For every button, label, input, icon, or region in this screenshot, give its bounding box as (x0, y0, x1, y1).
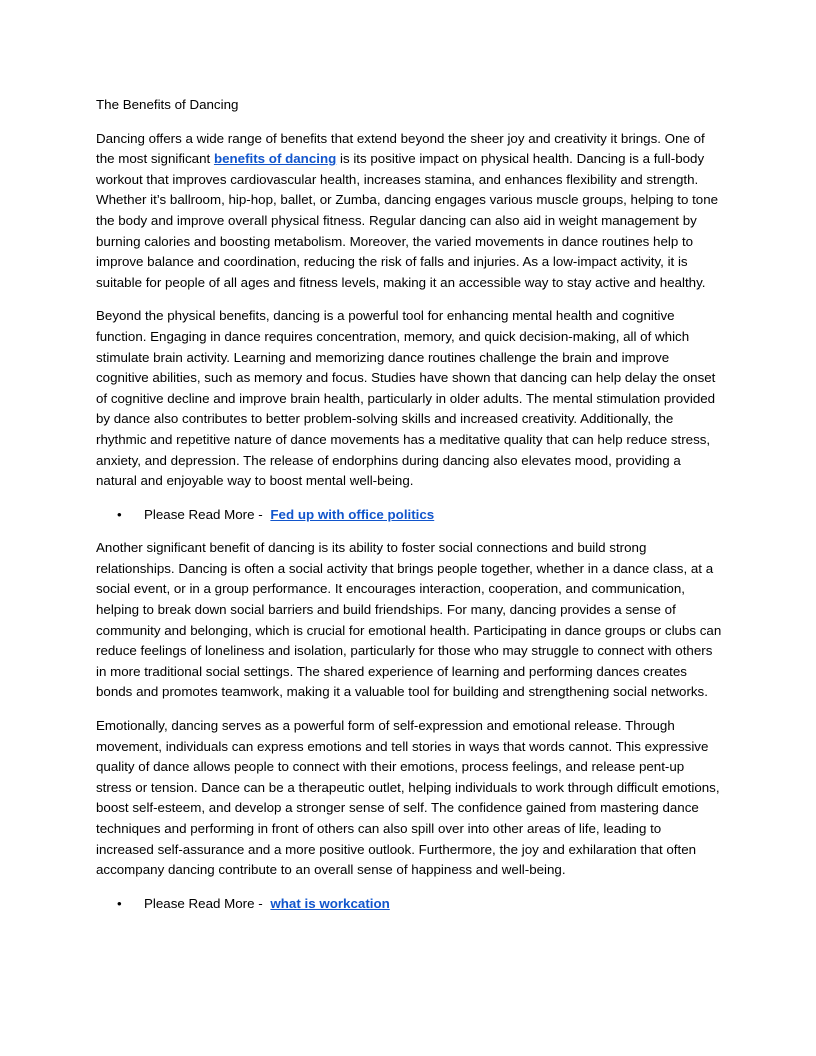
paragraph-physical-health (96, 129, 722, 294)
office-politics-link[interactable]: Fed up with office politics (270, 506, 435, 522)
bullet-icon: • (117, 506, 122, 522)
paragraph-emotional-expression: Emotionally, dancing serves as a powerful form of self-expression and emotional release. Through movement, individuals can express emotions and tell stories in ways that words cannot. This expressive quality of dance allows people to connect with their emotions, process feelings, and release pent-up stress or tension. Dance can be a therapeutic outlet, helping individuals to work through difficult emotions, boost self-esteem, and develop a stronger sense of self. The confidence gained from mastering dance techniques and performing in front of others can also spill over into other areas of life, leading to increased self-assurance and a more positive outlook. Furthermore, the joy and exhilaration that often accompany dancing contribute to an overall sense of happiness and well-being. (96, 718, 720, 878)
paragraph-mental-health: Beyond the physical benefits, dancing is a powerful tool for enhancing mental health and cognitive function. Engaging in dance requires concentration, memory, and quick decision-making, all of which stimulate brain activity. Learning and memorizing dance routines challenge the brain and improve cognitive abilities, such as memory and focus. Studies have shown that dancing can help delay the onset of cognitive decline and improve brain health, particularly in older adults. The mental stimulation provided by dance also contributes to better problem-solving skills and increased creativity. Additionally, the rhythmic and repetitive nature of dance movements has a meditative quality that can help reduce stress, anxiety, and depression. The release of endorphins during dancing also elevates mood, providing a natural and enjoyable way to boost mental well-being. (96, 308, 716, 489)
read-more-item-office-politics (96, 505, 722, 526)
benefits-of-dancing-link[interactable]: benefits of dancing (213, 151, 337, 167)
workcation-link[interactable]: what is workcation (270, 895, 390, 911)
read-more-label: Please Read More - (144, 895, 263, 911)
read-more-item-workcation (96, 894, 722, 915)
paragraph-text: Dancing offers a wide range of benefits that extend beyond the sheer joy and creativity it brings. One of the most significant (96, 130, 705, 167)
bullet-icon: • (117, 895, 122, 911)
read-more-label: Please Read More - (144, 506, 263, 522)
paragraph-social-connections: Another significant benefit of dancing is its ability to foster social connections and build strong relationships. Dancing is often a social activity that brings people together, whether in a dance class, at a social event, or in a group performance. It encourages interaction, cooperation, and communication, helping to break down social barriers and build friendships. For many, dancing provides a sense of community and belonging, which is crucial for emotional health. Participating in dance groups or clubs can reduce feelings of loneliness and isolation, particularly for those who may struggle to connect with others in more traditional social settings. The shared experience of learning and performing dances creates bonds and promotes teamwork, making it a valuable tool for building and strengthening social networks. (96, 540, 722, 700)
document-title: The Benefits of Dancing (96, 97, 239, 112)
paragraph-text: is its positive impact on physical health. Dancing is a full-body workout that improves cardiovascular health, increases stamina, and enhances flexibility and strength. Whether it’s ballroom, hip-hop, ballet, or Zumba, dancing engages various muscle groups, helping to tone the body and improve overall physical fitness. Regular dancing can also aid in weight management by burning calories and boosting metabolism. Moreover, the varied movements in dance routines help to improve balance and coordination, reducing the risk of falls and injuries. As a low-impact activity, it is suitable for people of all ages and fitness levels, making it an accessible way to stay active and healthy. (96, 151, 719, 290)
